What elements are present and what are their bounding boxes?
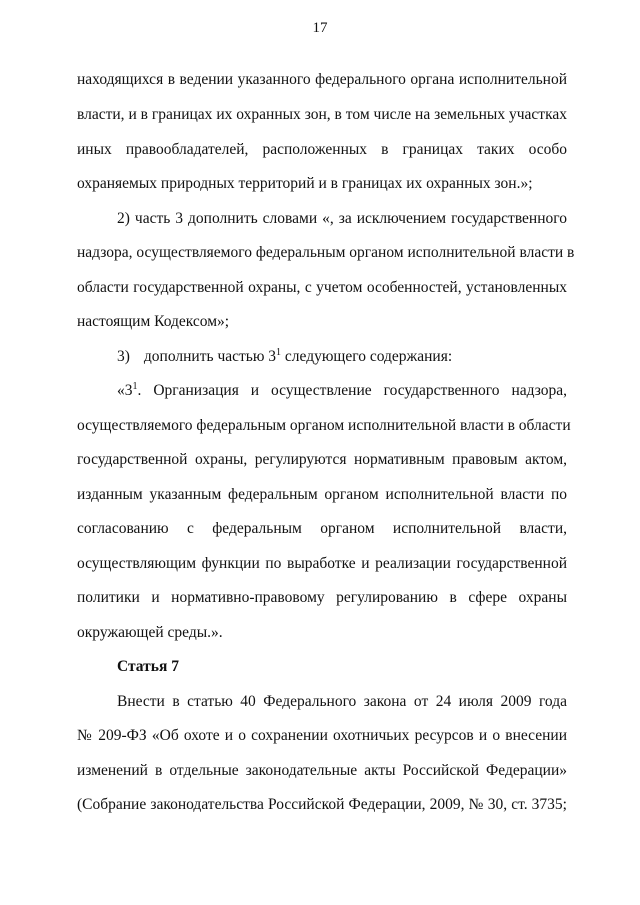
text-line: изменений в отдельные законодательные акты Российской Федерации» — [77, 762, 567, 779]
text-line: осуществляемого федеральным органом исполнительной власти в области — [77, 417, 571, 434]
text-fragment: . Организация и осуществление государственного надзора, — [137, 382, 567, 399]
text-line: окружающей среды.». — [77, 624, 223, 641]
text-line: Внести в статью 40 Федерального закона от 24 июля 2009 года — [117, 693, 567, 710]
text-line: изданным указанным федеральным органом исполнительной власти по — [77, 486, 567, 503]
text-line: государственной охраны, регулируются нормативным правовым актом, — [77, 451, 567, 468]
text-line: власти, и в границах их охранных зон, в том числе на земельных участках — [77, 106, 567, 123]
article-heading: Статья 7 — [117, 658, 179, 675]
text-line: осуществляющим функции по выработке и реализации государственной — [77, 555, 567, 572]
superscript: 1 — [132, 380, 138, 392]
text-line: охраняемых природных территорий и в границах их охранных зон.»; — [77, 175, 533, 192]
text-line: 2) часть 3 дополнить словами «, за исключением государственного — [117, 210, 567, 227]
text-line: (Собрание законодательства Российской Федерации, 2009, № 30, ст. 3735; — [77, 796, 567, 813]
text-line: настоящим Кодексом»; — [77, 313, 230, 330]
text-line — [117, 381, 567, 401]
text-fragment: следующего содержания: — [281, 348, 453, 365]
superscript: 1 — [276, 346, 282, 358]
text-line: находящихся в ведении указанного федерального органа исполнительной — [77, 71, 567, 88]
text-line: согласованию с федеральным органом исполнительной власти, — [77, 520, 567, 537]
text-line: области государственной охраны, с учетом особенностей, установленных — [77, 279, 567, 296]
text-line: № 209-ФЗ «Об охоте и о сохранении охотничьих ресурсов и о внесении — [77, 727, 567, 744]
page-number: 17 — [312, 20, 328, 36]
text-fragment: «3 — [117, 382, 133, 399]
list-item — [117, 347, 567, 367]
text-line: надзора, осуществляемого федеральным органом исполнительной власти в — [77, 244, 575, 261]
text-line: политики и нормативно-правовому регулированию в сфере охраны — [77, 589, 567, 606]
text-line: иных правообладателей, расположенных в границах таких особо — [77, 141, 567, 158]
text-fragment: дополнить частью 3 — [143, 348, 277, 365]
list-number: 3) — [117, 348, 130, 365]
